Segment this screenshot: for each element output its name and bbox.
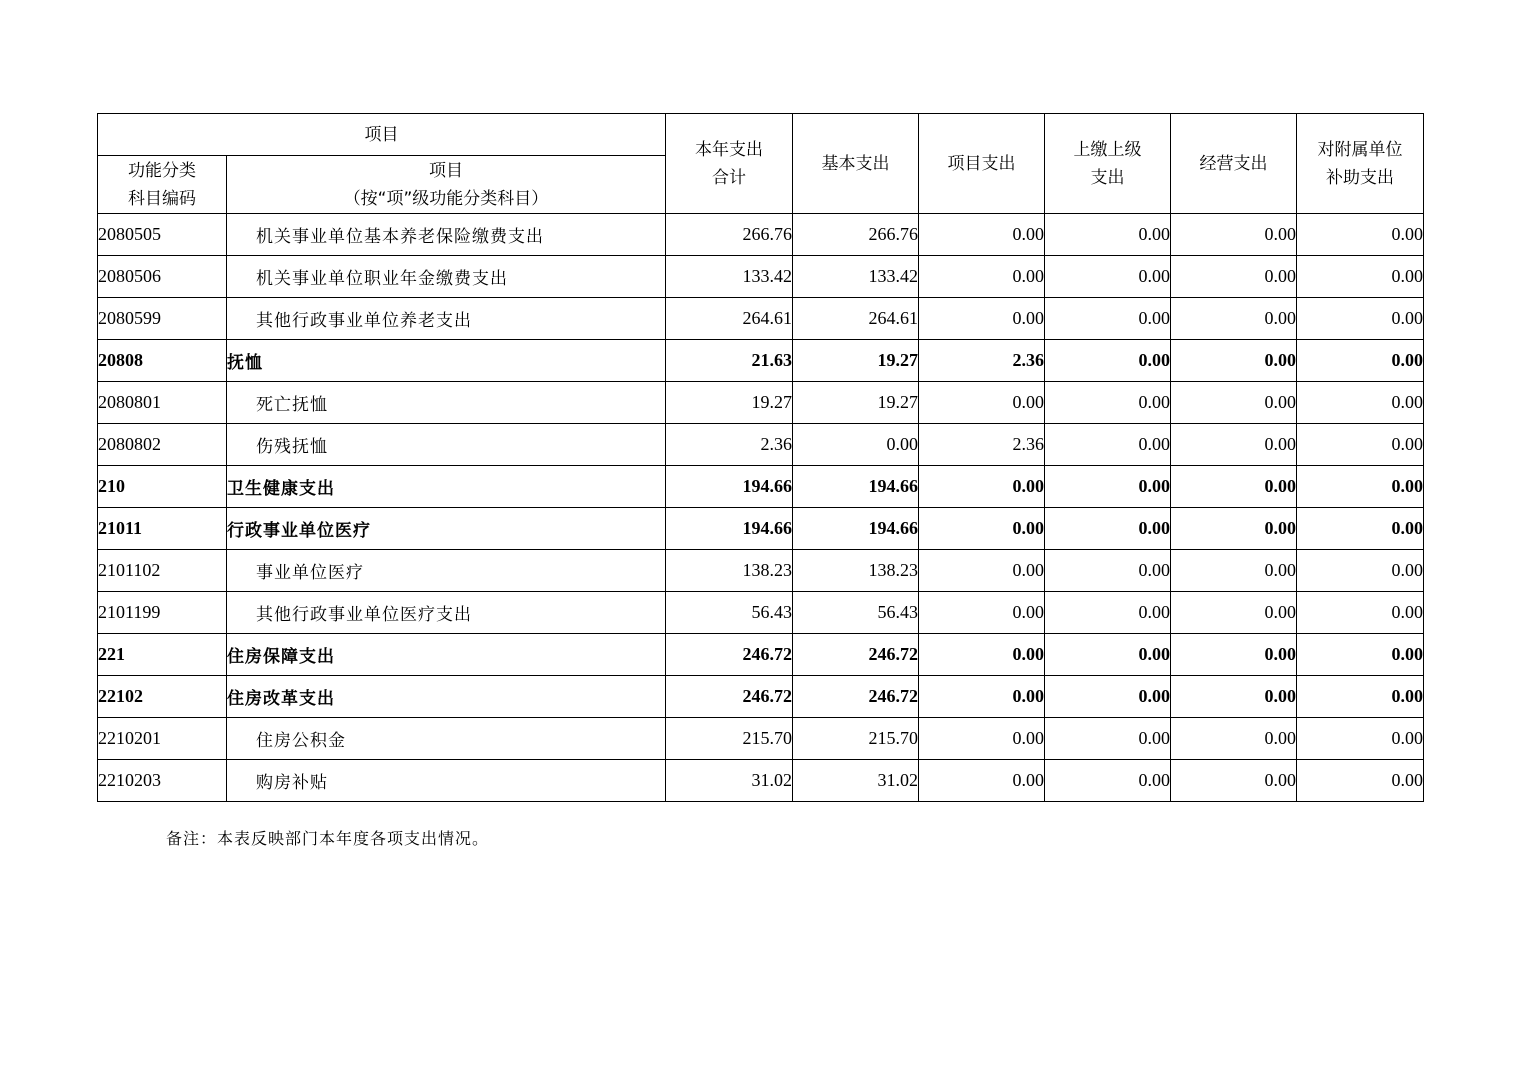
table-row — [98, 466, 1424, 508]
cell-upper: 0.00 — [1045, 718, 1171, 760]
cell-name: 其他行政事业单位养老支出 — [227, 298, 666, 340]
cell-total: 246.72 — [666, 676, 793, 718]
cell-upper: 0.00 — [1045, 634, 1171, 676]
cell-total: 21.63 — [666, 340, 793, 382]
cell-project: 2.36 — [919, 340, 1045, 382]
cell-name: 机关事业单位职业年金缴费支出 — [227, 256, 666, 298]
cell-business: 0.00 — [1171, 424, 1297, 466]
cell-total: 56.43 — [666, 592, 793, 634]
cell-upper: 0.00 — [1045, 340, 1171, 382]
cell-code: 2080599 — [98, 298, 227, 340]
cell-code: 2080506 — [98, 256, 227, 298]
cell-basic: 0.00 — [793, 424, 919, 466]
cell-basic: 264.61 — [793, 298, 919, 340]
cell-name: 卫生健康支出 — [227, 466, 666, 508]
cell-upper: 0.00 — [1045, 550, 1171, 592]
cell-project: 0.00 — [919, 592, 1045, 634]
cell-upper: 0.00 — [1045, 592, 1171, 634]
cell-business: 0.00 — [1171, 466, 1297, 508]
cell-project: 0.00 — [919, 550, 1045, 592]
cell-total: 2.36 — [666, 424, 793, 466]
table-row — [98, 214, 1424, 256]
expenditure-table — [97, 113, 1424, 802]
cell-project: 2.36 — [919, 424, 1045, 466]
cell-subsidy: 0.00 — [1297, 466, 1424, 508]
cell-name: 住房公积金 — [227, 718, 666, 760]
header-basic: 基本支出 — [793, 114, 919, 214]
cell-upper: 0.00 — [1045, 382, 1171, 424]
cell-project: 0.00 — [919, 508, 1045, 550]
header-name: 项目 （按“项”级功能分类科目） — [227, 156, 666, 214]
cell-project: 0.00 — [919, 256, 1045, 298]
cell-basic: 246.72 — [793, 676, 919, 718]
cell-code: 2101102 — [98, 550, 227, 592]
cell-subsidy: 0.00 — [1297, 424, 1424, 466]
cell-upper: 0.00 — [1045, 214, 1171, 256]
cell-basic: 246.72 — [793, 634, 919, 676]
cell-subsidy: 0.00 — [1297, 592, 1424, 634]
cell-basic: 56.43 — [793, 592, 919, 634]
cell-project: 0.00 — [919, 298, 1045, 340]
header-item-group: 项目 — [98, 114, 666, 156]
cell-business: 0.00 — [1171, 760, 1297, 802]
table-row — [98, 634, 1424, 676]
table-row — [98, 718, 1424, 760]
cell-subsidy: 0.00 — [1297, 298, 1424, 340]
cell-code: 2080505 — [98, 214, 227, 256]
cell-business: 0.00 — [1171, 340, 1297, 382]
cell-total: 264.61 — [666, 298, 793, 340]
cell-basic: 194.66 — [793, 508, 919, 550]
table-note: 备注：本表反映部门本年度各项支出情况。 — [166, 829, 490, 848]
cell-business: 0.00 — [1171, 298, 1297, 340]
header-project: 项目支出 — [919, 114, 1045, 214]
cell-basic: 138.23 — [793, 550, 919, 592]
cell-name: 机关事业单位基本养老保险缴费支出 — [227, 214, 666, 256]
cell-subsidy: 0.00 — [1297, 214, 1424, 256]
cell-total: 31.02 — [666, 760, 793, 802]
cell-subsidy: 0.00 — [1297, 760, 1424, 802]
cell-code: 221 — [98, 634, 227, 676]
cell-upper: 0.00 — [1045, 760, 1171, 802]
cell-business: 0.00 — [1171, 256, 1297, 298]
cell-project: 0.00 — [919, 634, 1045, 676]
cell-basic: 133.42 — [793, 256, 919, 298]
cell-basic: 266.76 — [793, 214, 919, 256]
cell-code: 2210203 — [98, 760, 227, 802]
header-total: 本年支出 合计 — [666, 114, 793, 214]
cell-upper: 0.00 — [1045, 508, 1171, 550]
cell-subsidy: 0.00 — [1297, 634, 1424, 676]
cell-upper: 0.00 — [1045, 466, 1171, 508]
cell-name: 事业单位医疗 — [227, 550, 666, 592]
cell-code: 2101199 — [98, 592, 227, 634]
cell-upper: 0.00 — [1045, 424, 1171, 466]
cell-business: 0.00 — [1171, 592, 1297, 634]
cell-upper: 0.00 — [1045, 298, 1171, 340]
cell-code: 210 — [98, 466, 227, 508]
cell-subsidy: 0.00 — [1297, 550, 1424, 592]
cell-subsidy: 0.00 — [1297, 508, 1424, 550]
table-row — [98, 676, 1424, 718]
cell-subsidy: 0.00 — [1297, 256, 1424, 298]
cell-basic: 19.27 — [793, 340, 919, 382]
table-row — [98, 550, 1424, 592]
cell-business: 0.00 — [1171, 382, 1297, 424]
table-row — [98, 256, 1424, 298]
cell-total: 246.72 — [666, 634, 793, 676]
cell-name: 死亡抚恤 — [227, 382, 666, 424]
table-row — [98, 424, 1424, 466]
cell-name: 其他行政事业单位医疗支出 — [227, 592, 666, 634]
cell-project: 0.00 — [919, 760, 1045, 802]
cell-project: 0.00 — [919, 676, 1045, 718]
cell-basic: 194.66 — [793, 466, 919, 508]
cell-business: 0.00 — [1171, 550, 1297, 592]
cell-name: 伤残抚恤 — [227, 424, 666, 466]
cell-code: 21011 — [98, 508, 227, 550]
cell-name: 抚恤 — [227, 340, 666, 382]
cell-project: 0.00 — [919, 214, 1045, 256]
cell-name: 住房改革支出 — [227, 676, 666, 718]
cell-name: 行政事业单位医疗 — [227, 508, 666, 550]
cell-business: 0.00 — [1171, 214, 1297, 256]
cell-project: 0.00 — [919, 382, 1045, 424]
cell-basic: 19.27 — [793, 382, 919, 424]
table-row — [98, 340, 1424, 382]
cell-name: 住房保障支出 — [227, 634, 666, 676]
cell-code: 20808 — [98, 340, 227, 382]
cell-total: 19.27 — [666, 382, 793, 424]
cell-code: 2080801 — [98, 382, 227, 424]
cell-subsidy: 0.00 — [1297, 718, 1424, 760]
table-row — [98, 760, 1424, 802]
cell-code: 22102 — [98, 676, 227, 718]
cell-code: 2080802 — [98, 424, 227, 466]
table-row — [98, 298, 1424, 340]
cell-project: 0.00 — [919, 466, 1045, 508]
header-business: 经营支出 — [1171, 114, 1297, 214]
cell-total: 215.70 — [666, 718, 793, 760]
cell-business: 0.00 — [1171, 634, 1297, 676]
cell-business: 0.00 — [1171, 718, 1297, 760]
table-row — [98, 592, 1424, 634]
header-upper: 上缴上级 支出 — [1045, 114, 1171, 214]
table-row — [98, 508, 1424, 550]
cell-upper: 0.00 — [1045, 676, 1171, 718]
cell-name: 购房补贴 — [227, 760, 666, 802]
header-subsidy: 对附属单位 补助支出 — [1297, 114, 1424, 214]
cell-total: 194.66 — [666, 508, 793, 550]
cell-project: 0.00 — [919, 718, 1045, 760]
cell-subsidy: 0.00 — [1297, 382, 1424, 424]
cell-code: 2210201 — [98, 718, 227, 760]
cell-basic: 31.02 — [793, 760, 919, 802]
header-code: 功能分类 科目编码 — [98, 156, 227, 214]
cell-upper: 0.00 — [1045, 256, 1171, 298]
cell-total: 133.42 — [666, 256, 793, 298]
cell-subsidy: 0.00 — [1297, 340, 1424, 382]
cell-total: 138.23 — [666, 550, 793, 592]
cell-total: 194.66 — [666, 466, 793, 508]
table-row — [98, 382, 1424, 424]
cell-total: 266.76 — [666, 214, 793, 256]
cell-subsidy: 0.00 — [1297, 676, 1424, 718]
cell-business: 0.00 — [1171, 676, 1297, 718]
cell-basic: 215.70 — [793, 718, 919, 760]
cell-business: 0.00 — [1171, 508, 1297, 550]
